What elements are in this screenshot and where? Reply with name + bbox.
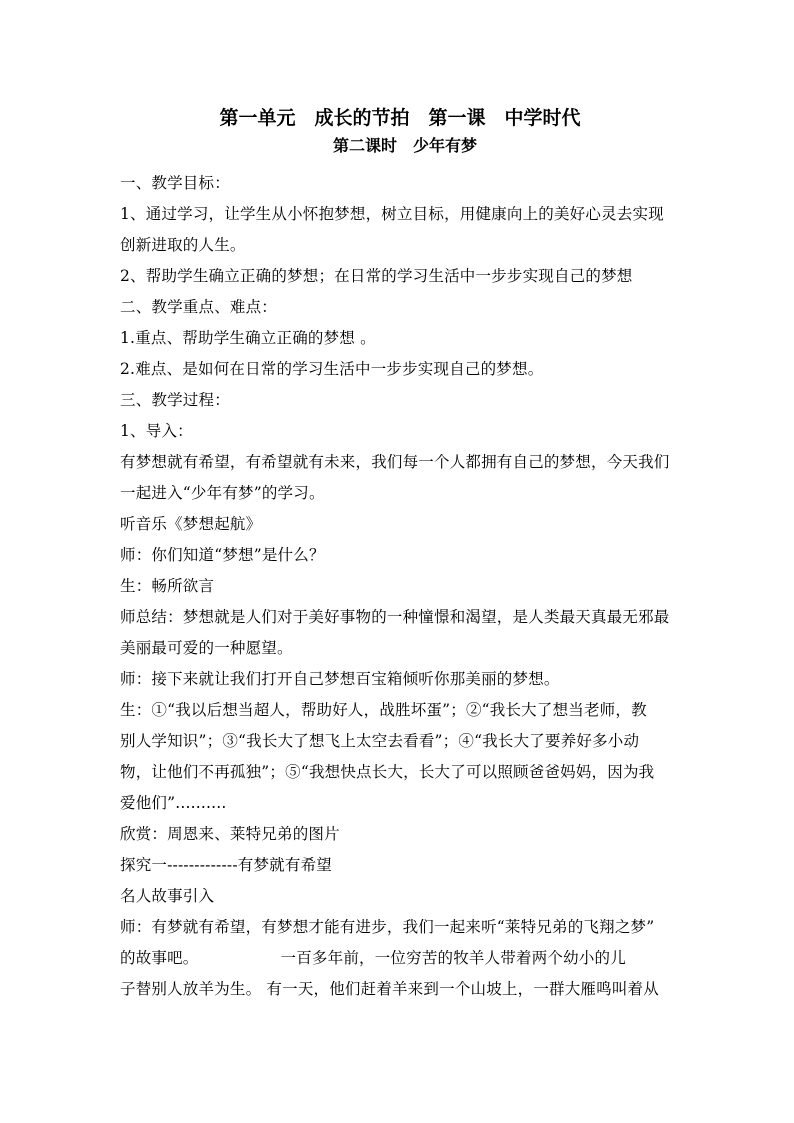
paragraph-line: 生：①“我以后想当超人，帮助好人，战胜坏蛋”；②“我长大了想当老师，教 — [120, 701, 647, 719]
paragraph-line: 二、教学重点、难点： — [120, 298, 278, 316]
paragraph-line: 三、教学过程： — [120, 391, 230, 409]
paragraph-line: 1.重点、帮助学生确立正确的梦想 。 — [120, 329, 376, 347]
paragraph-line: 听音乐《梦想起航》 — [120, 515, 262, 533]
paragraph-line: 探究一-------------有梦就有希望 — [120, 856, 332, 874]
paragraph-line: 有梦想就有希望，有希望就有未来，我们每一个人都拥有自己的梦想，今天我们 — [120, 453, 670, 471]
paragraph-line: 名人故事引入 — [120, 887, 215, 905]
paragraph-line: 别人学知识”；③“我长大了想飞上太空去看看”；④“我长大了要养好多小动 — [120, 732, 640, 750]
paragraph-line: 1、通过学习，让学生从小怀抱梦想，树立目标，用健康向上的美好心灵去实现 — [120, 205, 664, 223]
paragraph-line: 欣赏：周恩来、莱特兄弟的图片 — [120, 825, 340, 843]
paragraph-line: 美丽最可爱的一种愿望。 — [120, 639, 293, 657]
paragraph-line: 生：畅所欲言 — [120, 577, 215, 595]
paragraph-line: 师：有梦就有希望，有梦想才能有进步，我们一起来听“莱特兄弟的飞翔之梦” — [120, 918, 655, 936]
paragraph-line: 子替别人放羊为生。 有一天，他们赶着羊来到一个山坡上，一群大雁鸣叫着从 — [120, 980, 659, 998]
paragraph-line: 爱他们”.......... — [120, 794, 227, 812]
paragraph-line: 师总结：梦想就是人们对于美好事物的一种憧憬和渴望，是人类最天真最无邪最 — [120, 608, 670, 626]
paragraph-line: 2、帮助学生确立正确的梦想；在日常的学习生活中一步步实现自己的梦想 — [120, 267, 633, 285]
paragraph-line: 的故事吧。 一百多年前，一位穷苦的牧羊人带着两个幼小的儿 — [120, 949, 626, 967]
paragraph-line: 一起进入“少年有梦”的学习。 — [120, 484, 325, 502]
paragraph-line: 一、教学目标： — [120, 174, 230, 192]
paragraph-line: 1、导入： — [120, 422, 193, 440]
paragraph-line: 师：你们知道“梦想”是什么？ — [120, 546, 325, 564]
paragraph-line: 2.难点、是如何在日常的学习生活中一步步实现自己的梦想。 — [120, 360, 544, 378]
document-title: 第一单元 成长的节拍 第一课 中学时代 — [219, 107, 581, 129]
paragraph-line: 师：接下来就让我们打开自己梦想百宝箱倾听你那美丽的梦想。 — [120, 670, 560, 688]
paragraph-line: 物，让他们不再孤独”；⑤“我想快点长大，长大了可以照顾爸爸妈妈，因为我 — [120, 763, 655, 781]
document-subtitle: 第二课时 少年有梦 — [332, 136, 477, 155]
paragraph-line: 创新进取的人生。 — [120, 236, 246, 254]
document-body — [120, 104, 680, 1005]
